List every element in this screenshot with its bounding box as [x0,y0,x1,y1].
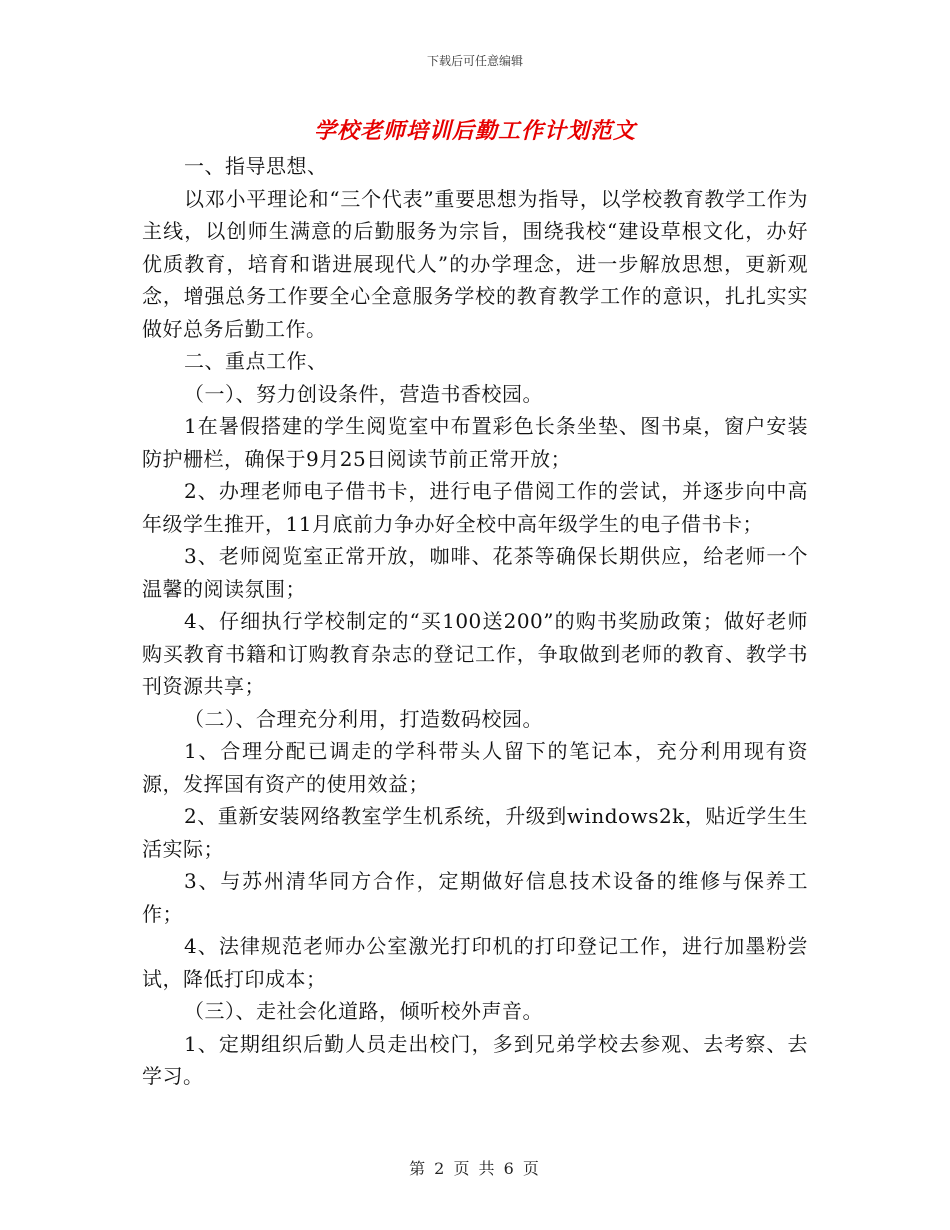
subsection-heading: （二）、合理充分利用，打造数码校园。 [184,706,543,731]
document-title: 学校老师培训后勤工作计划范文 [313,119,636,144]
list-item: 2、重新安装网络教室学生机系统，升级到windows2k，贴近学生生活实际； [142,804,808,861]
subsection-heading: （三）、走社会化道路，倾听校外声音。 [184,999,543,1023]
header-note: 下载后可任意编辑 [426,54,523,68]
page-number-footer: 第 2 页 共 6 页 [409,1159,541,1178]
paragraph: 以邓小平理论和“三个代表”重要思想为指导，以学校教育教学工作为主线，以创师生满意的后勤服务为宗旨，围绕我校“建设草根文化，办好优质教育，培育和谐进展现代人”的办学理念，进一步解放思想，更新观念，增强总务工作要全心全意服务学校的教育教学工作的意识，扎扎实实做好总务后勤工作。 [142,186,808,341]
list-item: 1在暑假搭建的学生阅览室中布置彩色长条坐垫、图书桌，窗户安装防护栅栏，确保于9月25日阅读节前正常开放； [142,414,808,471]
list-item: 3、老师阅览室正常开放，咖啡、花茶等确保长期供应，给老师一个温馨的阅读氛围； [142,544,808,601]
list-item: 3、与苏州清华同方合作，定期做好信息技术设备的维修与保养工作； [142,869,808,926]
list-item: 1、合理分配已调走的学科带头人留下的笔记本，充分利用现有资源，发挥国有资产的使用效益； [142,739,808,796]
section-heading-guiding-thought: 一、指导思想、 [184,154,328,178]
subsection-heading: （一）、努力创设条件，营造书香校园。 [184,381,543,406]
section-heading-key-work: 二、重点工作、 [184,349,328,373]
list-item: 1、定期组织后勤人员走出校门，多到兄弟学校去参观、去考察、去学习。 [142,1031,808,1088]
list-item: 4、仔细执行学校制定的“买100送200”的购书奖励政策；做好老师购买教育书籍和订购教育杂志的登记工作，争取做到老师的教育、教学书刊资源共享； [142,609,808,698]
document-body [142,150,808,1093]
list-item: 4、法律规范老师办公室激光打印机的打印登记工作，进行加墨粉尝试，降低打印成本； [142,934,808,991]
list-item: 2、办理老师电子借书卡，进行电子借阅工作的尝试，并逐步向中高年级学生推开，11月底前力争办好全校中高年级学生的电子借书卡； [142,479,808,536]
